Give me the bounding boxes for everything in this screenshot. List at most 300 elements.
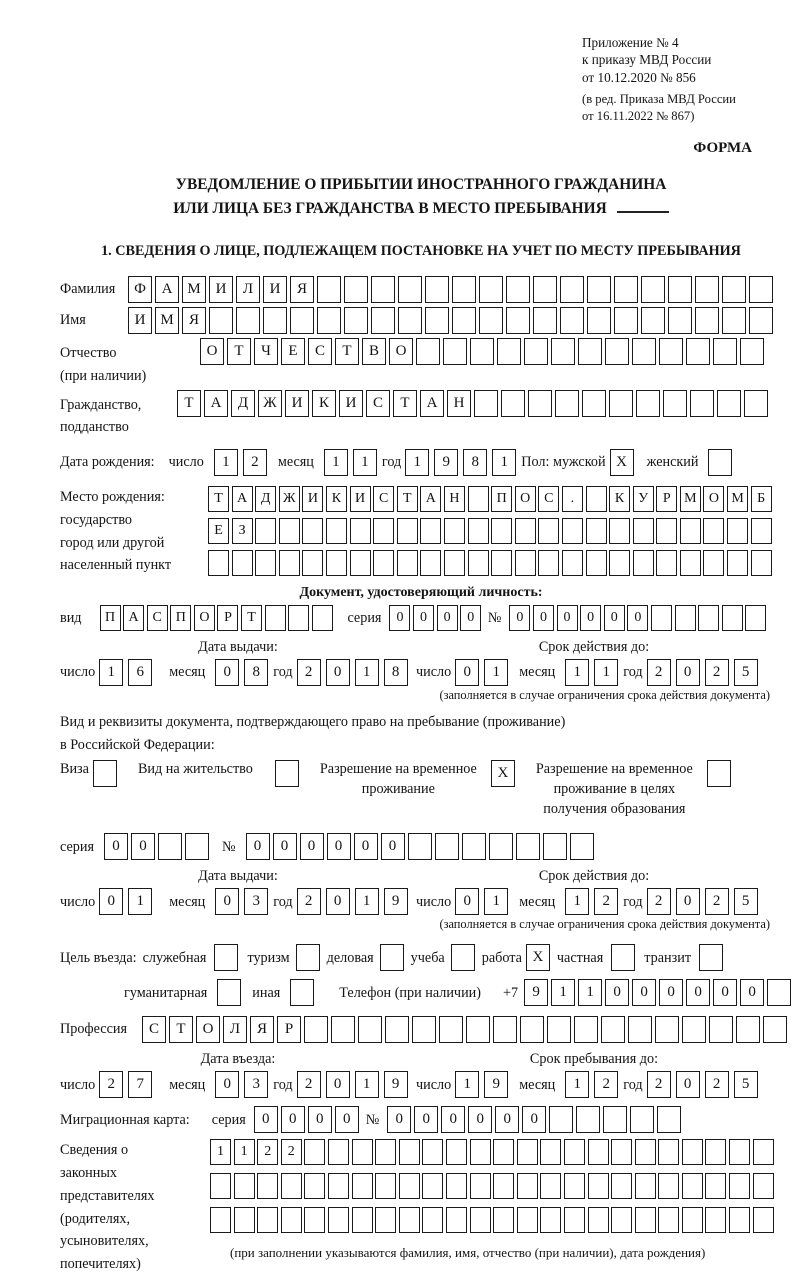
char-cell[interactable]: 0: [509, 605, 530, 631]
char-cell[interactable]: [657, 1106, 681, 1133]
char-cell[interactable]: 0: [326, 659, 350, 686]
char-cell[interactable]: [562, 550, 583, 576]
char-cell[interactable]: [281, 1207, 302, 1233]
char-cell[interactable]: 0: [308, 1106, 332, 1133]
char-cell[interactable]: 1: [210, 1139, 231, 1165]
char-cell[interactable]: У: [633, 486, 654, 512]
char-cell[interactable]: О: [389, 338, 413, 365]
char-cell[interactable]: [158, 833, 182, 860]
char-cell[interactable]: [729, 1207, 750, 1233]
char-cell[interactable]: Е: [208, 518, 229, 544]
char-cell[interactable]: 0: [215, 888, 239, 915]
char-cell[interactable]: [635, 1139, 656, 1165]
char-cell[interactable]: [562, 518, 583, 544]
char-cell[interactable]: [698, 605, 719, 631]
char-cell[interactable]: 0: [381, 833, 405, 860]
char-cell[interactable]: [234, 1173, 255, 1199]
char-cell[interactable]: [538, 518, 559, 544]
char-cell[interactable]: [655, 1016, 679, 1043]
char-cell[interactable]: Т: [169, 1016, 193, 1043]
char-cell[interactable]: [588, 1173, 609, 1199]
char-cell[interactable]: [668, 276, 692, 303]
char-cell[interactable]: [281, 1173, 302, 1199]
char-cell[interactable]: А: [232, 486, 253, 512]
char-cell[interactable]: [185, 833, 209, 860]
char-cell[interactable]: [582, 390, 606, 417]
char-cell[interactable]: Д: [231, 390, 255, 417]
char-cell[interactable]: [560, 307, 584, 334]
char-cell[interactable]: В: [362, 338, 386, 365]
char-cell[interactable]: [515, 550, 536, 576]
char-cell[interactable]: Н: [447, 390, 471, 417]
char-cell[interactable]: 0: [131, 833, 155, 860]
char-cell[interactable]: П: [491, 486, 512, 512]
char-cell[interactable]: 0: [495, 1106, 519, 1133]
char-cell[interactable]: Т: [177, 390, 201, 417]
char-cell[interactable]: М: [155, 307, 179, 334]
char-cell[interactable]: [656, 550, 677, 576]
char-cell[interactable]: [317, 276, 341, 303]
char-cell[interactable]: X: [491, 760, 515, 787]
char-cell[interactable]: [586, 486, 607, 512]
char-cell[interactable]: 2: [297, 1071, 321, 1098]
char-cell[interactable]: 9: [384, 888, 408, 915]
char-cell[interactable]: 1: [128, 888, 152, 915]
char-cell[interactable]: 1: [455, 1071, 479, 1098]
char-cell[interactable]: [763, 1016, 787, 1043]
char-cell[interactable]: Т: [227, 338, 251, 365]
char-cell[interactable]: [635, 1207, 656, 1233]
char-cell[interactable]: [578, 338, 602, 365]
char-cell[interactable]: [290, 307, 314, 334]
char-cell[interactable]: 0: [437, 605, 458, 631]
char-cell[interactable]: А: [420, 486, 441, 512]
char-cell[interactable]: 0: [468, 1106, 492, 1133]
char-cell[interactable]: О: [703, 486, 724, 512]
char-cell[interactable]: 0: [686, 979, 710, 1006]
char-cell[interactable]: 0: [414, 1106, 438, 1133]
char-cell[interactable]: [705, 1139, 726, 1165]
char-cell[interactable]: [753, 1207, 774, 1233]
char-cell[interactable]: [493, 1207, 514, 1233]
char-cell[interactable]: [709, 1016, 733, 1043]
char-cell[interactable]: 2: [647, 1071, 671, 1098]
char-cell[interactable]: [680, 550, 701, 576]
char-cell[interactable]: [551, 338, 575, 365]
char-cell[interactable]: 1: [565, 659, 589, 686]
char-cell[interactable]: [257, 1173, 278, 1199]
char-cell[interactable]: Я: [290, 276, 314, 303]
char-cell[interactable]: [317, 307, 341, 334]
char-cell[interactable]: Ж: [258, 390, 282, 417]
char-cell[interactable]: [397, 518, 418, 544]
char-cell[interactable]: И: [209, 276, 233, 303]
char-cell[interactable]: [399, 1139, 420, 1165]
char-cell[interactable]: [489, 833, 513, 860]
char-cell[interactable]: 0: [354, 833, 378, 860]
char-cell[interactable]: [632, 338, 656, 365]
char-cell[interactable]: 0: [389, 605, 410, 631]
char-cell[interactable]: 1: [484, 659, 508, 686]
char-cell[interactable]: [493, 1173, 514, 1199]
char-cell[interactable]: 2: [257, 1139, 278, 1165]
char-cell[interactable]: 0: [676, 1071, 700, 1098]
char-cell[interactable]: [439, 1016, 463, 1043]
char-cell[interactable]: 0: [413, 605, 434, 631]
char-cell[interactable]: [425, 276, 449, 303]
char-cell[interactable]: [462, 833, 486, 860]
char-cell[interactable]: [682, 1173, 703, 1199]
char-cell[interactable]: Р: [217, 605, 238, 631]
char-cell[interactable]: 3: [244, 1071, 268, 1098]
char-cell[interactable]: И: [339, 390, 363, 417]
char-cell[interactable]: 1: [355, 659, 379, 686]
char-cell[interactable]: [695, 276, 719, 303]
char-cell[interactable]: Т: [241, 605, 262, 631]
char-cell[interactable]: [609, 518, 630, 544]
char-cell[interactable]: [749, 307, 773, 334]
char-cell[interactable]: [658, 1139, 679, 1165]
char-cell[interactable]: С: [147, 605, 168, 631]
char-cell[interactable]: К: [609, 486, 630, 512]
char-cell[interactable]: [538, 550, 559, 576]
char-cell[interactable]: Ж: [279, 486, 300, 512]
char-cell[interactable]: [729, 1173, 750, 1199]
char-cell[interactable]: [255, 550, 276, 576]
char-cell[interactable]: А: [123, 605, 144, 631]
char-cell[interactable]: [705, 1173, 726, 1199]
char-cell[interactable]: П: [100, 605, 121, 631]
char-cell[interactable]: [641, 307, 665, 334]
char-cell[interactable]: О: [194, 605, 215, 631]
char-cell[interactable]: [601, 1016, 625, 1043]
char-cell[interactable]: [328, 1207, 349, 1233]
char-cell[interactable]: 2: [594, 1071, 618, 1098]
char-cell[interactable]: 0: [215, 1071, 239, 1098]
char-cell[interactable]: 0: [326, 1071, 350, 1098]
char-cell[interactable]: 0: [676, 888, 700, 915]
char-cell[interactable]: [656, 518, 677, 544]
char-cell[interactable]: [420, 550, 441, 576]
char-cell[interactable]: [506, 307, 530, 334]
char-cell[interactable]: [371, 307, 395, 334]
char-cell[interactable]: [493, 1139, 514, 1165]
char-cell[interactable]: 0: [104, 833, 128, 860]
char-cell[interactable]: И: [128, 307, 152, 334]
char-cell[interactable]: [466, 1016, 490, 1043]
char-cell[interactable]: [493, 1016, 517, 1043]
char-cell[interactable]: Н: [444, 486, 465, 512]
char-cell[interactable]: [326, 518, 347, 544]
char-cell[interactable]: 1: [594, 659, 618, 686]
char-cell[interactable]: З: [232, 518, 253, 544]
char-cell[interactable]: С: [373, 486, 394, 512]
char-cell[interactable]: [290, 979, 314, 1006]
char-cell[interactable]: О: [515, 486, 536, 512]
char-cell[interactable]: [380, 944, 404, 971]
char-cell[interactable]: Т: [397, 486, 418, 512]
char-cell[interactable]: 0: [557, 605, 578, 631]
char-cell[interactable]: [659, 338, 683, 365]
char-cell[interactable]: И: [263, 276, 287, 303]
char-cell[interactable]: 9: [384, 1071, 408, 1098]
char-cell[interactable]: [468, 550, 489, 576]
char-cell[interactable]: [751, 518, 772, 544]
char-cell[interactable]: [398, 307, 422, 334]
char-cell[interactable]: 0: [740, 979, 764, 1006]
char-cell[interactable]: [611, 1207, 632, 1233]
char-cell[interactable]: [279, 518, 300, 544]
char-cell[interactable]: [416, 338, 440, 365]
char-cell[interactable]: 2: [297, 888, 321, 915]
char-cell[interactable]: 3: [244, 888, 268, 915]
char-cell[interactable]: [564, 1207, 585, 1233]
char-cell[interactable]: [609, 550, 630, 576]
char-cell[interactable]: [722, 605, 743, 631]
char-cell[interactable]: [302, 518, 323, 544]
char-cell[interactable]: [479, 307, 503, 334]
char-cell[interactable]: [588, 1207, 609, 1233]
char-cell[interactable]: [344, 307, 368, 334]
char-cell[interactable]: [745, 605, 766, 631]
char-cell[interactable]: 0: [604, 605, 625, 631]
char-cell[interactable]: [586, 550, 607, 576]
char-cell[interactable]: [501, 390, 525, 417]
char-cell[interactable]: [375, 1139, 396, 1165]
char-cell[interactable]: 0: [300, 833, 324, 860]
char-cell[interactable]: [444, 550, 465, 576]
char-cell[interactable]: 0: [627, 605, 648, 631]
char-cell[interactable]: [586, 518, 607, 544]
char-cell[interactable]: [727, 550, 748, 576]
char-cell[interactable]: [663, 390, 687, 417]
char-cell[interactable]: [520, 1016, 544, 1043]
char-cell[interactable]: 0: [246, 833, 270, 860]
char-cell[interactable]: [412, 1016, 436, 1043]
char-cell[interactable]: Р: [656, 486, 677, 512]
char-cell[interactable]: 1: [355, 1071, 379, 1098]
char-cell[interactable]: [686, 338, 710, 365]
char-cell[interactable]: [540, 1173, 561, 1199]
char-cell[interactable]: [312, 605, 333, 631]
char-cell[interactable]: [628, 1016, 652, 1043]
char-cell[interactable]: [304, 1207, 325, 1233]
char-cell[interactable]: [506, 276, 530, 303]
char-cell[interactable]: [288, 605, 309, 631]
char-cell[interactable]: [304, 1139, 325, 1165]
char-cell[interactable]: [373, 550, 394, 576]
char-cell[interactable]: [574, 1016, 598, 1043]
char-cell[interactable]: [707, 760, 731, 787]
char-cell[interactable]: А: [155, 276, 179, 303]
char-cell[interactable]: [422, 1139, 443, 1165]
char-cell[interactable]: [470, 1139, 491, 1165]
char-cell[interactable]: [751, 550, 772, 576]
char-cell[interactable]: [682, 1139, 703, 1165]
char-cell[interactable]: [304, 1173, 325, 1199]
char-cell[interactable]: [275, 760, 299, 787]
char-cell[interactable]: М: [727, 486, 748, 512]
char-cell[interactable]: 0: [326, 888, 350, 915]
char-cell[interactable]: [491, 550, 512, 576]
char-cell[interactable]: [328, 1173, 349, 1199]
char-cell[interactable]: [549, 1106, 573, 1133]
char-cell[interactable]: [633, 550, 654, 576]
char-cell[interactable]: 1: [353, 449, 377, 476]
char-cell[interactable]: X: [610, 449, 634, 476]
char-cell[interactable]: С: [308, 338, 332, 365]
char-cell[interactable]: [675, 605, 696, 631]
char-cell[interactable]: [344, 276, 368, 303]
char-cell[interactable]: [408, 833, 432, 860]
char-cell[interactable]: М: [182, 276, 206, 303]
char-cell[interactable]: [265, 605, 286, 631]
char-cell[interactable]: [540, 1139, 561, 1165]
char-cell[interactable]: [587, 276, 611, 303]
char-cell[interactable]: [217, 979, 241, 1006]
char-cell[interactable]: [633, 518, 654, 544]
char-cell[interactable]: [636, 390, 660, 417]
char-cell[interactable]: [444, 518, 465, 544]
char-cell[interactable]: [232, 550, 253, 576]
char-cell[interactable]: Л: [236, 276, 260, 303]
char-cell[interactable]: [350, 518, 371, 544]
char-cell[interactable]: 2: [647, 888, 671, 915]
char-cell[interactable]: 9: [524, 979, 548, 1006]
char-cell[interactable]: [722, 276, 746, 303]
char-cell[interactable]: [576, 1106, 600, 1133]
char-cell[interactable]: [352, 1207, 373, 1233]
char-cell[interactable]: [352, 1139, 373, 1165]
char-cell[interactable]: [210, 1207, 231, 1233]
char-cell[interactable]: [543, 833, 567, 860]
char-cell[interactable]: 2: [297, 659, 321, 686]
char-cell[interactable]: Ф: [128, 276, 152, 303]
char-cell[interactable]: [713, 338, 737, 365]
char-cell[interactable]: [630, 1106, 654, 1133]
char-cell[interactable]: [588, 1139, 609, 1165]
char-cell[interactable]: [547, 1016, 571, 1043]
char-cell[interactable]: [397, 550, 418, 576]
char-cell[interactable]: [611, 944, 635, 971]
char-cell[interactable]: 1: [355, 888, 379, 915]
char-cell[interactable]: [234, 1207, 255, 1233]
char-cell[interactable]: С: [142, 1016, 166, 1043]
char-cell[interactable]: [603, 1106, 627, 1133]
char-cell[interactable]: [296, 944, 320, 971]
char-cell[interactable]: [422, 1207, 443, 1233]
char-cell[interactable]: [399, 1207, 420, 1233]
char-cell[interactable]: [705, 1207, 726, 1233]
char-cell[interactable]: [236, 307, 260, 334]
char-cell[interactable]: [708, 449, 732, 476]
char-cell[interactable]: [470, 338, 494, 365]
char-cell[interactable]: [516, 833, 540, 860]
char-cell[interactable]: 1: [405, 449, 429, 476]
char-cell[interactable]: С: [366, 390, 390, 417]
char-cell[interactable]: [474, 390, 498, 417]
char-cell[interactable]: [658, 1207, 679, 1233]
char-cell[interactable]: И: [350, 486, 371, 512]
char-cell[interactable]: 0: [605, 979, 629, 1006]
char-cell[interactable]: Ч: [254, 338, 278, 365]
char-cell[interactable]: П: [170, 605, 191, 631]
char-cell[interactable]: [635, 1173, 656, 1199]
char-cell[interactable]: [703, 550, 724, 576]
char-cell[interactable]: [517, 1139, 538, 1165]
char-cell[interactable]: 0: [580, 605, 601, 631]
char-cell[interactable]: [422, 1173, 443, 1199]
char-cell[interactable]: [452, 276, 476, 303]
char-cell[interactable]: [564, 1173, 585, 1199]
char-cell[interactable]: [358, 1016, 382, 1043]
char-cell[interactable]: И: [302, 486, 323, 512]
char-cell[interactable]: К: [326, 486, 347, 512]
char-cell[interactable]: 0: [273, 833, 297, 860]
char-cell[interactable]: [729, 1139, 750, 1165]
char-cell[interactable]: [570, 833, 594, 860]
char-cell[interactable]: [682, 1016, 706, 1043]
char-cell[interactable]: [375, 1173, 396, 1199]
char-cell[interactable]: 1: [324, 449, 348, 476]
char-cell[interactable]: О: [196, 1016, 220, 1043]
char-cell[interactable]: С: [538, 486, 559, 512]
char-cell[interactable]: [385, 1016, 409, 1043]
char-cell[interactable]: [398, 276, 422, 303]
char-cell[interactable]: [255, 518, 276, 544]
char-cell[interactable]: [717, 390, 741, 417]
char-cell[interactable]: [491, 518, 512, 544]
char-cell[interactable]: 0: [713, 979, 737, 1006]
char-cell[interactable]: [614, 276, 638, 303]
char-cell[interactable]: 8: [384, 659, 408, 686]
char-cell[interactable]: Я: [250, 1016, 274, 1043]
char-cell[interactable]: [744, 390, 768, 417]
char-cell[interactable]: [668, 307, 692, 334]
char-cell[interactable]: Т: [335, 338, 359, 365]
char-cell[interactable]: 2: [243, 449, 267, 476]
char-cell[interactable]: [611, 1139, 632, 1165]
char-cell[interactable]: [373, 518, 394, 544]
char-cell[interactable]: [257, 1207, 278, 1233]
char-cell[interactable]: Т: [208, 486, 229, 512]
char-cell[interactable]: [560, 276, 584, 303]
char-cell[interactable]: [328, 1139, 349, 1165]
char-cell[interactable]: [468, 486, 489, 512]
char-cell[interactable]: [304, 1016, 328, 1043]
char-cell[interactable]: [263, 307, 287, 334]
char-cell[interactable]: [93, 760, 117, 787]
char-cell[interactable]: 2: [647, 659, 671, 686]
char-cell[interactable]: Р: [277, 1016, 301, 1043]
char-cell[interactable]: [443, 338, 467, 365]
char-cell[interactable]: [564, 1139, 585, 1165]
char-cell[interactable]: 0: [460, 605, 481, 631]
char-cell[interactable]: 0: [455, 888, 479, 915]
char-cell[interactable]: 0: [281, 1106, 305, 1133]
char-cell[interactable]: 1: [234, 1139, 255, 1165]
char-cell[interactable]: 0: [632, 979, 656, 1006]
char-cell[interactable]: [435, 833, 459, 860]
char-cell[interactable]: Л: [223, 1016, 247, 1043]
char-cell[interactable]: [533, 276, 557, 303]
char-cell[interactable]: [736, 1016, 760, 1043]
char-cell[interactable]: 1: [565, 1071, 589, 1098]
char-cell[interactable]: 5: [734, 888, 758, 915]
char-cell[interactable]: [528, 390, 552, 417]
char-cell[interactable]: [470, 1207, 491, 1233]
char-cell[interactable]: [209, 307, 233, 334]
